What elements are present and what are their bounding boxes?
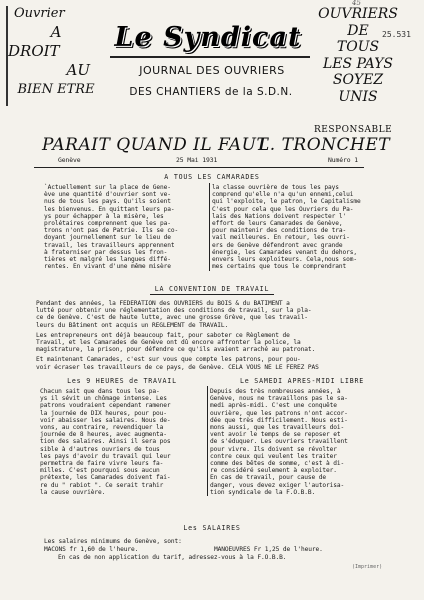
left-slogan-line: BIEN ETRE (17, 82, 95, 97)
text-line: travail, les travailleurs apprennent (44, 241, 175, 249)
text-line: vail meilleures. En retour, les ouvri- (212, 234, 350, 242)
text-line: Genève, nous ne travaillons pas le sa- (210, 395, 348, 403)
text-line: medi après-midi. C'est une conquête (210, 402, 337, 410)
text-line: contre ceux qui veulent les traiter (210, 452, 337, 460)
right-slogan (318, 6, 398, 105)
text-line: ève une quantité d'ouvrier sont ve- (44, 191, 171, 199)
left-slogan-line: Ouvrier (14, 6, 65, 21)
left-border (6, 6, 8, 106)
text-line: danger, vous devez exiger l'autorisa- (210, 481, 345, 489)
text-line: voir écraser les travailleurs de ce pays, de Genève. CELA VOUS NE LE FEREZ PAS (36, 363, 319, 371)
text-line: re considéré seulement à exploiter. (210, 467, 337, 475)
responsable-label: RESPONSABLE (314, 125, 393, 135)
trade-rate: fr 1,60 de l'heure. (69, 546, 139, 553)
text-line: `Actuellement sur la place de Gene- (44, 184, 171, 191)
section1-col-left (44, 184, 208, 270)
paragraph (36, 332, 398, 354)
text-line: de s'éduquer. Les ouvriers travaillent (210, 438, 348, 446)
text-line: vent avoir le temps de se reposer et (210, 431, 341, 439)
trade-name: MACONS (44, 546, 66, 553)
salaires-intro: Les salaires minimums de Genève, sont: (44, 538, 182, 545)
left-slogan-line: DROIT (8, 42, 60, 60)
text-line: ers de Genève défendront avec grande (212, 241, 343, 249)
text-line: permettra de faire vivre leurs fa- (40, 460, 164, 468)
section1-divider (209, 183, 210, 271)
right-slogan-line: LES PAYS (322, 55, 394, 72)
text-line: patrons voudraient cependant ramener (40, 402, 171, 410)
text-line: dée que très difficilement. Nous esti- (210, 416, 348, 424)
dateline-number: Numéro 1 (328, 156, 358, 164)
text-line: re du " rabiot ". Ce serait trahir (40, 481, 164, 489)
paragraph (36, 300, 398, 329)
text-line: journée de 8 heures, avec augmenta- (40, 431, 167, 439)
salaire-row-macons (44, 546, 204, 553)
text-line: voir abaisser les salaires. Nous de- (40, 416, 171, 424)
right-slogan-line: UNIS (338, 88, 378, 105)
section-heading-samedi: Le SAMEDI APRES-MIDI LIBRE (239, 377, 364, 385)
editor-name: L. TRONCHET (258, 135, 391, 155)
left-slogan-line: A (50, 23, 62, 41)
section3-col-right (210, 388, 394, 496)
masthead-title: Le Syndicat (114, 22, 302, 53)
text-line: énergie, les Camarades venant du dehors, (212, 248, 358, 256)
left-slogan (8, 4, 104, 99)
convention-underline (150, 294, 274, 295)
section1-col-right (212, 184, 390, 270)
text-line: trons n'ont pas de Patrie. Ils se co- (44, 227, 179, 235)
text-line: tion des salaires. Ainsi il sera pos (40, 438, 171, 446)
text-line: sible à d'autres ouvriers de tous (40, 445, 160, 453)
text-line: ys pour échapper à la misère, les (44, 212, 164, 220)
text-line: la classe ouvrière de tous les pays (212, 184, 339, 191)
text-line: leurs du Bâtiment ont acquis un REGLEMENT de TRAVAIL. (36, 321, 229, 329)
text-line: magistrature, la prison, pour défendre ce qu'ils avaient arraché au patronat. (36, 346, 316, 354)
text-line: En cas de travail, pour cause de (210, 474, 327, 482)
text-line: Travail, et les Camarades de Genève ont dû encore affronter la police, la (36, 339, 301, 347)
trade-name: MANOEUVRES (214, 546, 251, 553)
text-line: la journée de DIX heures, pour pou- (40, 409, 167, 417)
masthead-subtitle-2: DES CHANTIERS de la S.D.N. (129, 86, 293, 98)
text-line: Et maintenant Camarades, c'est sur vous que compte les patrons, pour pou- (36, 356, 301, 364)
text-line: milles. C'est pourquoi sous aucun (40, 467, 160, 475)
section3-col-left (40, 388, 206, 496)
text-line: tion syndicale de la F.O.B.B. (210, 488, 316, 496)
section3-divider (207, 386, 208, 496)
text-line: ys il sévit un chômage intense. Les (40, 395, 167, 403)
section2-body (36, 300, 398, 371)
text-line: qui l'exploite, le patron, le Capitalisme (212, 198, 361, 206)
parait-quand-il-faut: PARAIT QUAND IL FAUT (42, 135, 269, 155)
text-line: prolétaires comprennent que les pa- (44, 220, 171, 228)
corner-mark-bottom: (Imprimer) (352, 564, 383, 570)
text-line: comme des bêtes de somme, c'est à di- (210, 460, 345, 468)
text-line: les pays d'avoir du travail qui leur (40, 452, 171, 460)
text-line: ouvrière, que les patrons n'ont accor- (210, 409, 348, 417)
right-slogan-line: DE (347, 22, 369, 39)
text-line: doyant journellement sur le lieu de (44, 234, 171, 242)
text-line: comprend qu'elle n'a qu'un ennemi,celui (212, 191, 354, 199)
right-slogan-line: OUVRIERS (318, 6, 398, 22)
text-line: ce de Genève. C'est de haute lutte, avec une grosse Grève, que les travail- (36, 314, 308, 322)
right-slogan-line: TOUS (336, 39, 380, 55)
text-line: rentes. En vivant d'une même misère (44, 263, 171, 271)
text-line: mes certains que tous le comprendrant (212, 263, 347, 271)
corner-mark-top: 45 (352, 0, 361, 7)
text-line: tières et malgré les langues diffé- (44, 256, 171, 264)
text-line: lutté pour obtenir une réglementation des conditions de travail, sur la pla- (36, 307, 312, 315)
text-line: Chacun sait que dans tous les pa- (40, 388, 160, 395)
text-line: Pendant des années, la FEDERATION des OUVRIERS du BOIS & du BATIMENT a (36, 300, 290, 307)
corner-mark-top-right: 25.531 (382, 30, 411, 39)
trade-rate: Fr 1,25 de l'heure. (253, 546, 323, 553)
text-line: mons aussi, que les travailleurs doi- (210, 424, 345, 432)
text-line: les bienvenus. En quittant leurs pa- (44, 205, 175, 213)
text-line: à fraterniser par dessus les fron- (44, 248, 168, 256)
right-slogan-line: SOYEZ (332, 72, 384, 88)
text-line: envers leurs exploiteurs. Cela,nous som- (212, 256, 358, 264)
section-heading-camarades: A TOUS LES CAMARADES (164, 173, 260, 181)
text-line: lais des Nations doivent respecter l' (212, 212, 347, 220)
salaire-row-manoeuvres (214, 546, 394, 553)
text-line: C'est pour cela que les Ouvriers du Pa- (212, 205, 354, 213)
text-line: la cause ouvrière. (40, 488, 106, 496)
masthead-subtitle-1: JOURNAL DES OUVRIERS (139, 64, 285, 77)
text-line: prétexte, les Camarades doivent fai- (40, 474, 171, 482)
text-line: nus de tous les pays. Qu'ils soient (44, 198, 171, 206)
text-line: effort de leurs Camarades de Genève, (212, 220, 343, 228)
section-heading-convention: LA CONVENTION DE TRAVAIL (154, 285, 270, 293)
dateline-rule (34, 167, 364, 168)
salaires-note: En cas de non application du tarif, adressez-vous à la F.O.B.B. (58, 554, 287, 561)
left-slogan-line: AU (66, 61, 90, 79)
text-line: pour vivre. Ils doivent se révolter (210, 445, 337, 453)
dateline-date: 25 Mai 1931 (176, 156, 218, 164)
section-heading-9-heures: Les 9 HEURES de TRAVAIL (67, 377, 177, 385)
dateline-place: Genève (58, 156, 81, 164)
masthead-rule (110, 56, 310, 58)
paragraph (36, 356, 398, 370)
text-line: pour maintenir des conditions de tra- (212, 227, 347, 235)
text-line: vons, au contraire, revendiquer la (40, 424, 164, 432)
text-line: Depuis des très nombreuses années, à (210, 388, 341, 395)
section-heading-salaires: Les SALAIRES (183, 524, 241, 532)
text-line: Les entrepreneurs ont déjà beaucoup fait, pour saboter ce Règlement de (36, 331, 290, 339)
